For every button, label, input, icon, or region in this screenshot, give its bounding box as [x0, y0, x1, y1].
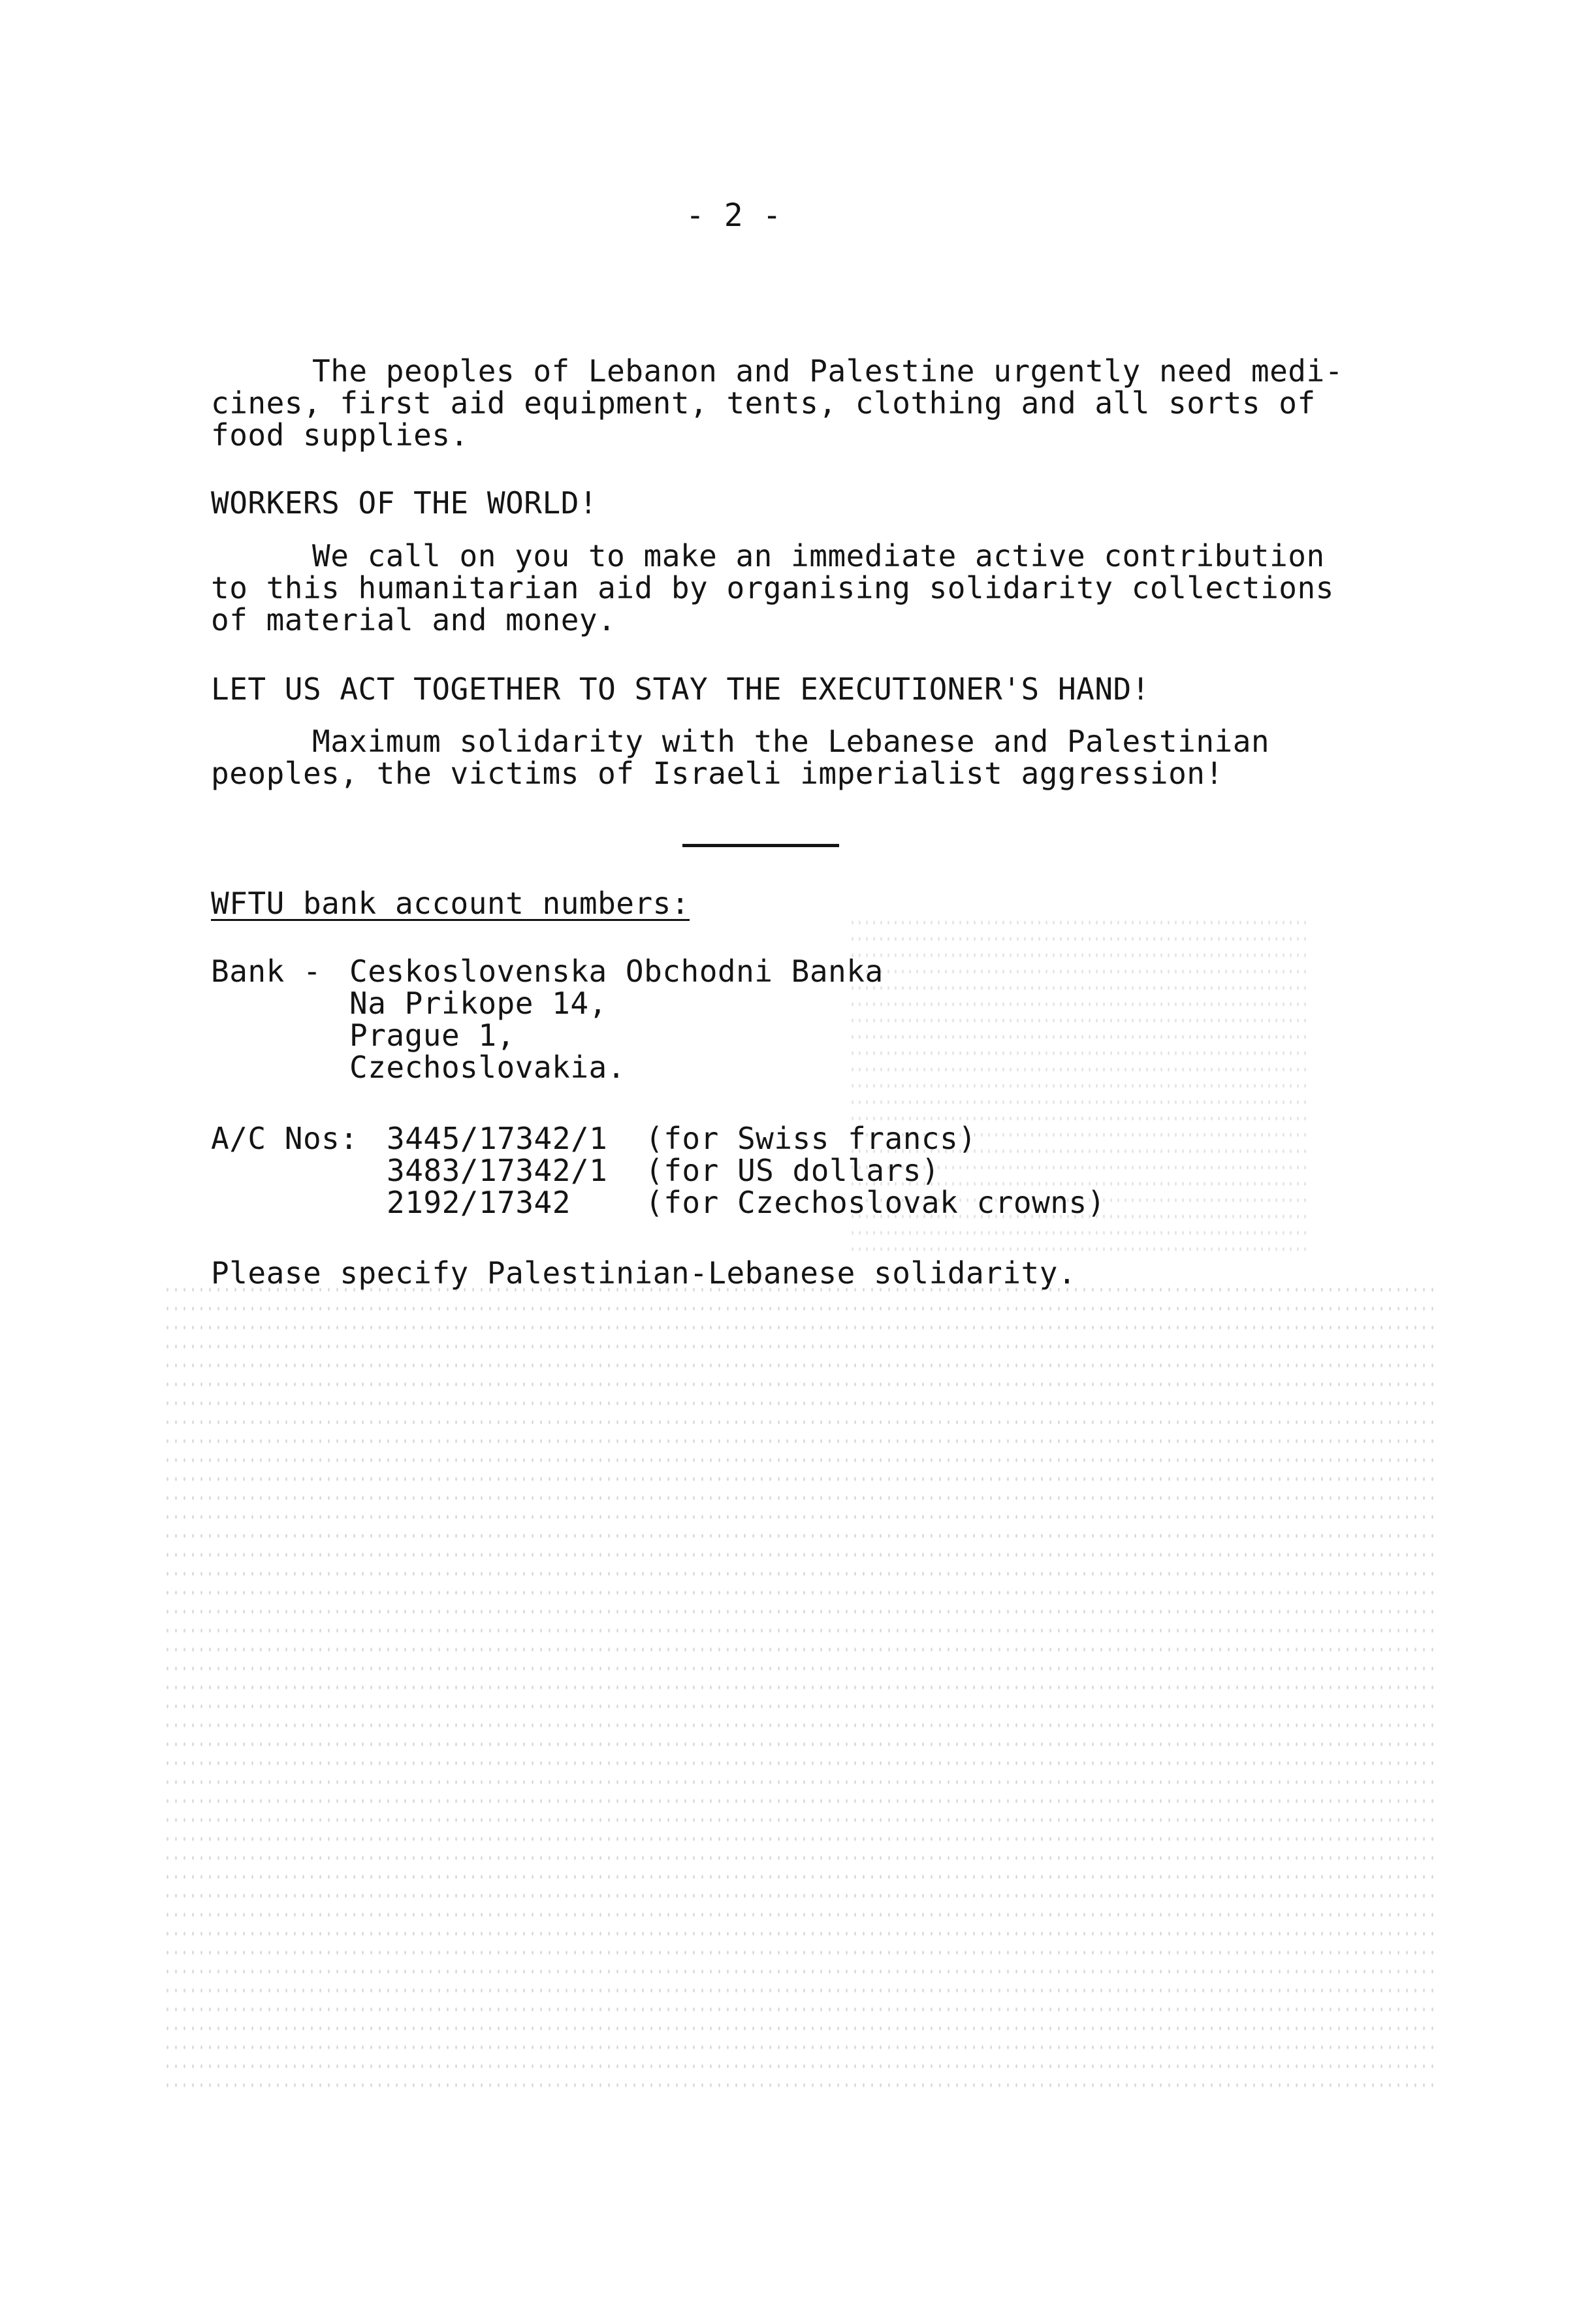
account-numbers-label: A/C Nos: — [211, 1121, 359, 1156]
paragraph-line: food supplies. — [211, 417, 469, 453]
paragraph-line: peoples, the victims of Israeli imperialist aggression! — [211, 756, 1224, 791]
paragraph-line: cines, first aid equipment, tents, clothing and all sorts of — [211, 385, 1316, 421]
page-number: - 2 - — [686, 197, 782, 234]
bank-label: Bank - — [211, 954, 322, 989]
paragraph-line: of material and money. — [211, 602, 616, 637]
reverse-side-bleed-through — [163, 1280, 1437, 2097]
bank-country: Czechoslovakia. — [349, 1050, 626, 1085]
account-currency: (for Czechoslovak crowns) — [645, 1185, 1106, 1220]
account-number: 3445/17342/1 — [387, 1121, 608, 1156]
heading-workers-of-the-world: WORKERS OF THE WORLD! — [211, 485, 598, 521]
account-currency: (for US dollars) — [645, 1153, 940, 1188]
heading-let-us-act: LET US ACT TOGETHER TO STAY THE EXECUTIONER'S HAND! — [211, 671, 1150, 707]
section-divider — [682, 844, 839, 847]
reverse-side-bleed-through — [849, 914, 1306, 1254]
bank-city: Prague 1, — [349, 1018, 515, 1053]
account-currency: (for Swiss francs) — [645, 1121, 977, 1156]
account-number: 2192/17342 — [387, 1185, 571, 1220]
bank-name: Ceskoslovenska Obchodni Banka — [349, 954, 884, 989]
paragraph-line: We call on you to make an immediate active contribution — [312, 538, 1325, 573]
bank-accounts-heading: WFTU bank account numbers: — [211, 886, 690, 921]
bank-street: Na Prikope 14, — [349, 986, 607, 1021]
paragraph-line: to this humanitarian aid by organising solidarity collections — [211, 570, 1334, 605]
account-number: 3483/17342/1 — [387, 1153, 608, 1188]
paragraph-line: The peoples of Lebanon and Palestine urgently need medi- — [312, 353, 1343, 389]
specify-solidarity-note: Please specify Palestinian-Lebanese solidarity. — [211, 1255, 1077, 1291]
paragraph-line: Maximum solidarity with the Lebanese and Palestinian — [312, 724, 1270, 759]
